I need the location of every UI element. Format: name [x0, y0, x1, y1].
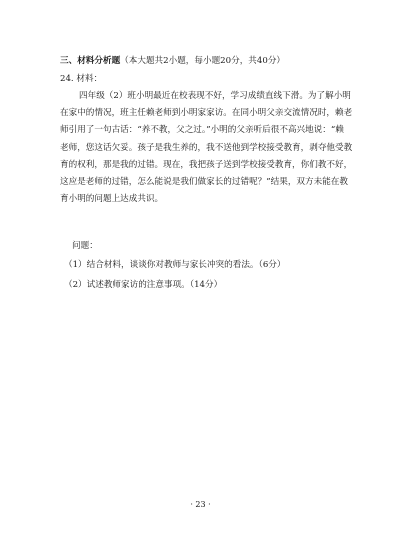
- material-label: 材料：: [76, 74, 103, 84]
- passage-line: 老师，您这话欠妥。孩子是我生养的，我不送他到学校接受教育，剥夺他受教: [60, 142, 353, 153]
- passage-line: 育的权利，那是我的过错。现在，我把孩子送到学校接受教育，你们教不好，: [60, 159, 353, 170]
- question-item-2: （2）试述教师家访的注意事项。（14分）: [64, 280, 223, 290]
- section-note: （本大题共2小题，每小题20分，共40分）: [120, 56, 286, 66]
- section-heading: [60, 55, 285, 67]
- passage-line: 在家中的情况，班主任赖老师到小明家家访。在同小明父亲交流情况时，赖老: [60, 108, 353, 119]
- passage-line: 这应是老师的过错，怎么能说是我们做家长的过错呢？”结果，双方未能在教: [60, 176, 348, 187]
- passage-line: 四年级（2）班小明最近在校表现不好，学习成绩直线下滑。为了解小明: [79, 91, 351, 101]
- page-number: · 23 ·: [190, 500, 211, 509]
- passage-line: 师引用了一句古话：“养不教，父之过。”小明的父亲听后很不高兴地说：“赖: [60, 125, 344, 136]
- question-item-1: （1）结合材料，谈谈你对教师与家长冲突的看法。（6分）: [64, 260, 286, 270]
- passage-line: 育小明的问题上达成共识。: [60, 194, 164, 205]
- questions-heading: 问题：: [72, 241, 98, 251]
- section-title: 三、材料分析题: [60, 56, 121, 66]
- material-passage: [60, 88, 360, 208]
- question-header: [60, 73, 102, 85]
- question-number: 24.: [60, 74, 74, 84]
